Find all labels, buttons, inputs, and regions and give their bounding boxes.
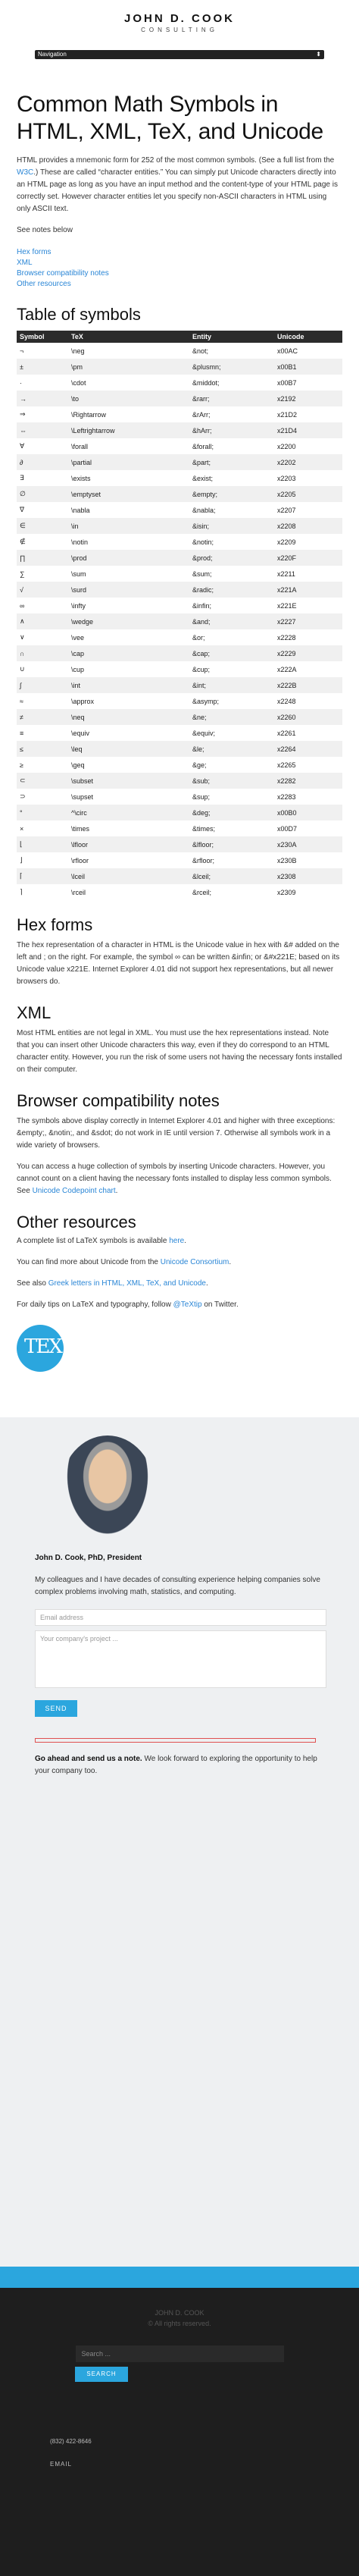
tex-cell: \notin [71,538,89,546]
tex-cell: \lceil [71,872,86,880]
latex-list-link[interactable]: here [169,1237,185,1245]
tex-cell: \forall [71,442,89,450]
tex-cell: \vee [71,633,85,642]
table-row [17,757,342,773]
footer-search-input[interactable]: Search ... [76,2345,284,2362]
table-row [17,677,342,693]
entity-cell: &nabla; [192,506,216,514]
unicode-cell: x2248 [277,697,296,705]
unicode-cell: x2265 [277,761,296,769]
table-row [17,868,342,884]
unicode-cell: x21D2 [277,410,298,419]
intro-paragraph: HTML provides a mnemonic form for 252 of the most common symbols. (See a full list from the W3C.) These are called “character entities.” You can simply put Unicode characters directly into an HTML page as long as you have an input method and the content-type of your HTML page is correctly set. However character entities let you specify non-ASCII characters in HTML using only ASCII text. [17,156,338,213]
table-row [17,629,342,645]
entity-cell: &deg; [192,808,211,817]
tex-cell: \leq [71,745,83,753]
toc-hex-forms-link[interactable]: Hex forms [17,248,52,256]
symbol-cell: ∩ [20,649,25,657]
entity-cell: &cap; [192,649,211,657]
table-row [17,741,342,757]
symbol-cell: ≤ [20,745,23,753]
symbol-cell: ⇒ [20,410,26,418]
unicode-cell: x2192 [277,394,296,403]
entity-cell: &sup; [192,792,211,801]
table-row [17,359,342,375]
table-row [17,406,342,422]
tex-cell: \in [71,522,79,530]
symbol-cell: ⌉ [20,888,23,896]
unicode-cell: x2260 [277,713,296,721]
footer-phone[interactable]: (832) 422-8646 [50,2438,92,2445]
unicode-cell: x2211 [277,569,295,578]
entity-cell: &ge; [192,761,207,769]
navigation-select[interactable] [35,50,324,59]
resource-textip: For daily tips on LaTeX and typography, follow @TeXtip on Twitter. [17,1301,239,1309]
table-of-contents [17,247,342,290]
entity-cell: &or; [192,633,205,642]
symbol-cell: ⌋ [20,856,23,864]
accent-band [0,2267,359,2288]
author-name: John D. Cook, PhD, President [35,1554,142,1562]
symbol-cell: ∈ [20,522,26,529]
unicode-cell: x221E [277,601,297,610]
table-row [17,598,342,613]
w3c-link[interactable]: W3C [17,168,34,177]
entity-cell: &cup; [192,665,211,673]
table-row [17,613,342,629]
entity-cell: &plusmn; [192,362,221,371]
avatar [61,1435,155,1543]
symbol-cell: ∞ [20,601,25,610]
site-tagline: CONSULTING [141,27,218,33]
table-row [17,725,342,741]
symbol-cell: ∏ [20,554,26,562]
unicode-cell: x2283 [277,792,296,801]
entity-cell: &rarr; [192,394,210,403]
table-row [17,805,342,820]
symbol-cell: ° [20,808,23,817]
symbol-cell: √ [20,585,23,594]
entity-cell: &prod; [192,554,213,562]
entity-cell: &not; [192,347,209,355]
unicode-cell: x2308 [277,872,296,880]
email-field[interactable]: Email address [35,1609,326,1626]
tex-cell: \exists [71,474,91,482]
table-header [17,331,342,343]
author-bio: My colleagues and I have decades of consulting experience helping companies solve complex problems involving math, statistics, and computing. [35,1576,320,1596]
unicode-cell: x2261 [277,729,296,737]
table-row [17,789,342,805]
entity-cell: &le; [192,745,204,753]
xml-heading: XML [17,1003,52,1022]
resource-unicode: You can find more about Unicode from the Unicode Consortium. [17,1258,232,1266]
symbol-cell: ∉ [20,538,26,545]
table-row [17,836,342,852]
chevron-updown-icon: ⬍ [316,51,321,58]
notes-line: See notes below [17,226,73,234]
entity-cell: &sub; [192,777,211,785]
symbol-cell: ≥ [20,761,23,769]
tex-cell: \cup [71,665,85,673]
tex-cell: \emptyset [71,490,101,498]
entity-cell: &asymp; [192,697,220,705]
contact-cta: Go ahead and send us a note. We look forward to exploring the opportunity to help your company too. [35,1755,317,1775]
unicode-cell: x222A [277,665,297,673]
entity-cell: &sum; [192,569,212,578]
table-row [17,454,342,470]
symbol-cell: ⊃ [20,792,26,800]
entity-cell: &infin; [192,601,212,610]
tex-cell: \cap [71,649,85,657]
unicode-cell: x2207 [277,506,296,514]
entity-cell: &exist; [192,474,214,482]
entity-cell: &empty; [192,490,218,498]
greek-letters-link[interactable]: Greek letters in HTML, XML, TeX, and Unicode [48,1279,206,1288]
symbol-cell: ≈ [20,697,23,705]
entity-cell: &notin; [192,538,214,546]
table-row [17,375,342,391]
table-row [17,422,342,438]
hex-paragraph: The hex representation of a character in HTML is the Unicode value in hex with &# added on the left and ; on the right. For example, the symbol ∞ can be written &infin; or &#x221E; based on its Unicode value x221E. Internet Explorer 4.01 did not support hex representations, but all newer browsers do. [17,941,340,986]
entity-cell: &hArr; [192,426,212,435]
tex-cell: \neg [71,347,85,355]
footer-email-link[interactable]: EMAIL [50,2461,73,2468]
resource-greek: See also Greek letters in HTML, XML, TeX, and Unicode. [17,1279,208,1288]
tex-cell: \geq [71,761,85,769]
entity-cell: &lceil; [192,872,211,880]
unicode-cell: x2205 [277,490,296,498]
unicode-cell: x2229 [277,649,296,657]
col-header-tex: TeX [71,333,83,340]
table-row [17,518,342,534]
symbols-table [17,331,342,900]
unicode-consortium-link[interactable]: Unicode Consortium [160,1258,229,1266]
symbol-cell: ≡ [20,729,24,737]
navigation-label: Navigation [38,51,67,58]
tex-cell: \rceil [71,888,86,896]
symbol-cell: ⌈ [20,872,23,880]
symbol-cell: × [20,824,24,833]
symbol-cell: ∇ [20,506,25,513]
symbol-cell: ⊂ [20,777,26,784]
unicode-cell: x00B1 [277,362,297,371]
tex-cell: \nabla [71,506,90,514]
table-row [17,566,342,582]
toc-resources-link[interactable]: Other resources [17,280,71,288]
unicode-cell: x2202 [277,458,296,466]
tex-cell: \neq [71,713,85,721]
unicode-cell: x222B [277,681,297,689]
symbol-cell: ∅ [20,490,26,497]
table-row [17,582,342,598]
unicode-cell: x00B7 [277,378,297,387]
unicode-chart-link[interactable]: Unicode Codepoint chart [32,1187,116,1195]
unicode-cell: x2228 [277,633,296,642]
unicode-cell: x2203 [277,474,296,482]
entity-cell: &rceil; [192,888,212,896]
send-button[interactable]: SEND [35,1700,77,1717]
entity-cell: &lfloor; [192,840,214,849]
resource-latex: A complete list of LaTeX symbols is available here. [17,1237,187,1245]
table-row [17,534,342,550]
entity-cell: &radic; [192,585,214,594]
table-row [17,852,342,868]
symbol-cell: ⇔ [20,426,27,435]
unicode-cell: x221A [277,585,297,594]
unicode-cell: x00AC [277,347,298,355]
site-footer [0,2288,359,2576]
unicode-cell: x2309 [277,888,296,896]
contact-section [0,1417,359,2288]
tex-cell: \pm [71,362,83,371]
browser-heading: Browser compatibility notes [17,1091,220,1110]
tex-cell: ^\circ [71,808,87,817]
unicode-cell: x230A [277,840,297,849]
symbol-cell: ∀ [20,442,25,450]
unicode-cell: x2227 [277,617,296,626]
symbol-cell: ¬ [20,347,24,355]
unicode-cell: x2209 [277,538,296,546]
symbol-cell: ± [20,362,23,371]
entity-cell: &isin; [192,522,210,530]
tex-cell: \prod [71,554,87,562]
table-row [17,709,342,725]
table-row [17,820,342,836]
col-header-symbol: Symbol [20,333,45,340]
tex-cell: \times [71,824,90,833]
footer-rights: © All rights reserved. [148,2320,211,2327]
toc-browser-link[interactable]: Browser compatibility notes [17,269,109,278]
symbol-cell: ∨ [20,633,25,641]
symbol-cell: · [20,378,22,387]
hex-heading: Hex forms [17,915,93,934]
unicode-cell: x230B [277,856,297,864]
table-row [17,661,342,677]
tex-cell: \Leftrightarrow [71,426,115,435]
entity-cell: &rfloor; [192,856,215,864]
tex-cell: \lfloor [71,840,89,849]
entity-cell: &equiv; [192,729,216,737]
symbol-cell: ∪ [20,665,25,673]
symbol-cell: → [20,394,27,403]
main-content [0,91,359,1372]
tex-cell: \to [71,394,80,403]
symbol-cell: ∧ [20,617,25,625]
page-title: Common Math Symbols in HTML, XML, TeX, and Unicode [17,92,323,144]
tex-cell: \equiv [71,729,90,737]
tex-logo[interactable] [17,1325,64,1372]
symbol-cell: ∑ [20,569,25,578]
tex-cell: \sum [71,569,86,578]
tex-cell: \infty [71,601,86,610]
table-row [17,343,342,359]
tex-cell: \wedge [71,617,94,626]
resources-heading: Other resources [17,1213,136,1232]
entity-cell: &and; [192,617,211,626]
entity-cell: &ne; [192,713,207,721]
table-heading: Table of symbols [17,305,141,324]
unicode-cell: x21D4 [277,426,298,435]
table-row [17,502,342,518]
site-name[interactable]: JOHN D. COOK [123,12,235,25]
table-row [17,470,342,486]
unicode-cell: x220F [277,554,297,562]
unicode-cell: x2208 [277,522,296,530]
col-header-unicode: Unicode [277,333,304,340]
table-row [17,550,342,566]
table-row [17,884,342,900]
table-row [17,391,342,406]
entity-cell: &middot; [192,378,220,387]
unicode-cell: x2282 [277,777,296,785]
browser-paragraph-2: You can access a huge collection of symbols by inserting Unicode characters. However, you cannot count on a client having the necessary fonts installed to display less common symbols. See Unicode Codepoint chart. [17,1162,332,1195]
table-row [17,486,342,502]
tex-cell: \cdot [71,378,86,387]
tex-cell: \rfloor [71,856,89,864]
entity-cell: &part; [192,458,211,466]
col-header-entity: Entity [192,333,212,340]
unicode-cell: x00D7 [277,824,298,833]
footer-search-button[interactable]: SEARCH [75,2367,128,2382]
symbol-cell: ∫ [20,681,22,689]
symbol-cell: ⌊ [20,840,23,848]
tex-cell: \int [71,681,81,689]
tex-cell: \partial [71,458,92,466]
entity-cell: &forall; [192,442,214,450]
toc-xml-link[interactable]: XML [17,259,33,267]
symbol-cell: ≠ [20,713,23,721]
symbol-cell: ∂ [20,458,23,466]
browser-paragraph-1: The symbols above display correctly in Internet Explorer 4.01 and higher with three exceptions: &empty;, &notin;, and &sdot; do not work in IE until version 7. Otherwise all symbols work in a wide variety of browsers. [17,1117,336,1150]
entity-cell: &rArr; [192,410,211,419]
unicode-cell: x00B0 [277,808,297,817]
tex-cell: \approx [71,697,95,705]
symbol-cell: ∃ [20,474,24,482]
tex-cell: \supset [71,792,94,801]
table-row [17,438,342,454]
unicode-cell: x2264 [277,745,296,753]
site-header [0,0,359,50]
table-row [17,773,342,789]
tex-cell: \subset [71,777,94,785]
textip-link[interactable]: @TeXtip [173,1301,202,1309]
xml-paragraph: Most HTML entities are not legal in XML. You must use the hex representations instead. Note that you can insert other Unicode characters this way, even if they do correspond to an HTML character entity. However, you run the risk of some users not having the necessary fonts installed on their computer. [17,1029,342,1074]
table-body [17,343,342,900]
navigation-bar [0,50,359,67]
table-row [17,645,342,661]
footer-name: JOHN D. COOK [155,2309,204,2317]
tex-cell: \surd [71,585,87,594]
project-textarea[interactable]: Your company's project ... [35,1630,326,1688]
table-row [17,693,342,709]
unicode-cell: x2200 [277,442,296,450]
tex-cell: \Rightarrow [71,410,107,419]
form-error-box [35,1738,316,1743]
entity-cell: &times; [192,824,216,833]
entity-cell: &int; [192,681,207,689]
tex-logo-text: TEX [24,1335,61,1358]
